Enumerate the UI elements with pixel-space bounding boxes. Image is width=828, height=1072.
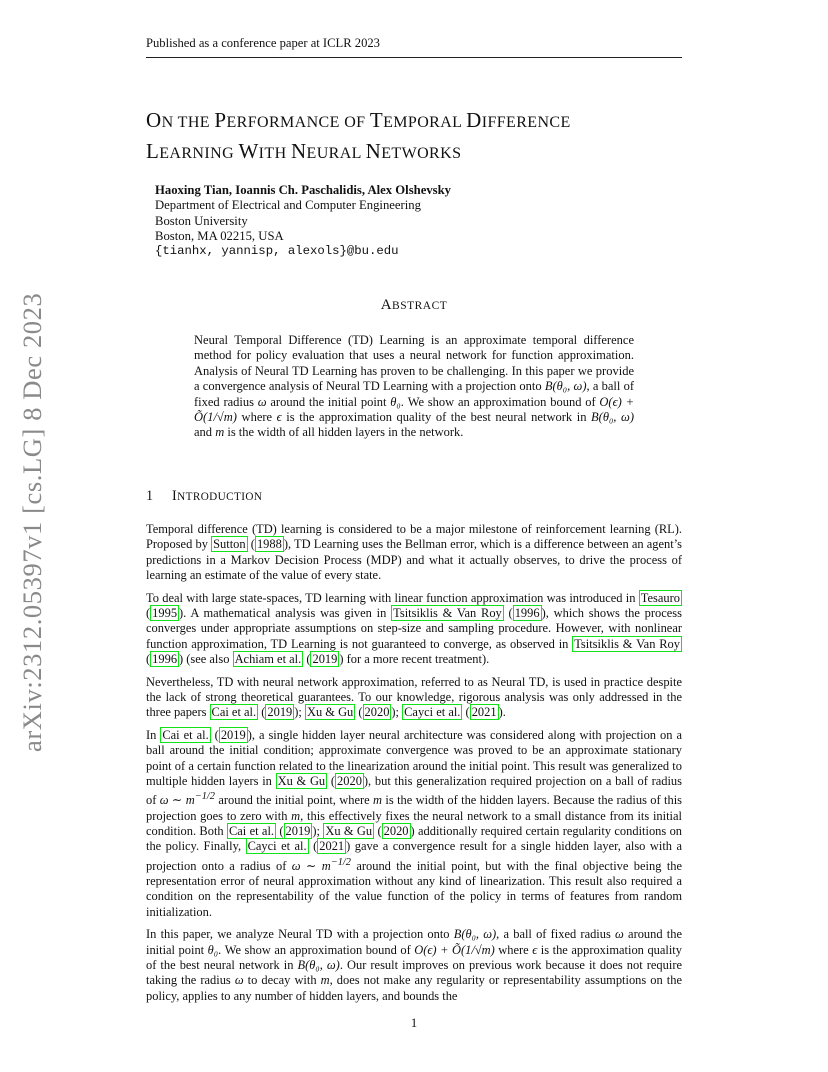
author-department: Department of Electrical and Computer Engineering	[155, 198, 421, 213]
section-heading-introduction: 1 INTRODUCTION	[146, 488, 263, 504]
citation-link[interactable]: 2019	[285, 823, 311, 838]
abstract-heading: ABSTRACT	[380, 297, 448, 313]
arxiv-stamp: arXiv:2312.05397v1 [cs.LG] 8 Dec 2023	[17, 292, 47, 752]
citation-link[interactable]: Xu & Gu	[277, 773, 326, 788]
title-line-2: LEARNING WITH NEURAL NETWORKS	[146, 139, 462, 163]
citation-link[interactable]: 2020	[364, 705, 390, 720]
citation-link[interactable]: 2019	[267, 705, 293, 720]
citation-link[interactable]: 2020	[337, 773, 362, 788]
author-names: Haoxing Tian, Ioannis Ch. Paschalidis, Alex Olshevsky	[155, 183, 452, 197]
author-university: Boston University	[155, 213, 248, 228]
citation-link[interactable]: 2019	[220, 728, 246, 743]
paper-title	[146, 106, 706, 168]
paragraph-4: In Cai et al. ( 2019 ), a single hidden layer neural architecture was considered along with projection on a ball around the initial condition; approximate convergence was proved to be an approximate stationary point of a certain function related to the linearization around the initial point. This result was generalized to multiple hidden layers in Xu & Gu ( 2020 ), but this generalization required projection on a ball of radius of ω ∼ $m^{-1/2}$ around the initial point, where m is the width of the hidden layers. Because the radius of this projection goes to zero with m, this effectively fixes the neural network to a small distance from its initial condition. Both Cai et al. ( 2019 ); Xu & Gu ( 2020 ) additionally required certain regularity conditions on the policy. Finally, Cayci et al. ( 2021 ) gave a convergence result for a single hidden layer, also with a projection onto a radius of ω ∼ $m^{-1/2}$ around the initial point, but with the final objective being the representation error of neural approximation without any kind of linearization. This result also required a condition on the representability of the value function of the policy in terms of features from random initialization.	[146, 728, 683, 919]
running-header: Published as a conference paper at ICLR 2023	[146, 36, 682, 58]
citation-link[interactable]: Xu & Gu	[306, 705, 354, 720]
citation-link[interactable]: Tesauro	[640, 590, 680, 605]
citation-link[interactable]: Xu & Gu	[325, 823, 373, 838]
author-block	[155, 183, 655, 259]
citation-link[interactable]: Sutton	[213, 537, 246, 552]
author-address: Boston, MA 02215, USA	[155, 228, 284, 243]
citation-link[interactable]: Cai et al.	[162, 728, 209, 743]
paragraph-3: Nevertheless, TD with neural network approximation, referred to as Neural TD, is used in practice despite the lack of strong theoretical guarantees. To our knowledge, rigorous analysis was only addressed in the three papers Cai et al. ( 2019 ); Xu & Gu ( 2020 ); Cayci et al. ( 2021 ).	[146, 674, 682, 720]
citation-link[interactable]: Cai et al.	[228, 823, 275, 838]
citation-link[interactable]: 2019	[312, 651, 338, 666]
paragraph-2: To deal with large state-spaces, TD learning with linear function approximation was introduced in Tesauro ( 1995 ). A mathematical analysis was given in Tsitsiklis & Van Roy ( 1996 ), which shows the process converges under appropriate assumptions on step-size and sampling procedure. However, with nonlinear function approximation, TD Learning is not guaranteed to converge, as observed in Tsitsiklis & Van Roy ( 1996 ) (see also Achiam et al. ( 2019 ) for a more recent treatment).	[146, 590, 682, 666]
citation-link[interactable]: 1995	[152, 605, 178, 620]
page-number: 1	[410, 1016, 418, 1030]
citation-link[interactable]: Tsitsiklis & Van Roy	[574, 636, 680, 651]
citation-link[interactable]: Cayci et al.	[404, 705, 461, 720]
paragraph-5: In this paper, we analyze Neural TD with a projection onto B(θ₀, ω), a ball of fixed radius ω around the initial point θ₀. We show an approximation bound of O(ϵ) + Õ(1/√m) where ϵ is the approximation quality of the best neural network in B(θ₀, ω). Our result improves on previous work because it does not require taking the radius ω to decay with m, does not make any regularity or representability assumptions on the policy, applies to any number of hidden layers, and bounds the	[146, 927, 683, 1003]
citation-link[interactable]: Cayci et al.	[247, 839, 307, 854]
citation-link[interactable]: Achiam et al.	[234, 651, 302, 666]
author-emails: {tianhx, yannisp, alexols}@bu.edu	[155, 244, 399, 259]
citation-link[interactable]: 2020	[383, 823, 409, 838]
citation-link[interactable]: 1996	[514, 605, 540, 620]
citation-link[interactable]: Tsitsiklis & Van Roy	[393, 605, 502, 620]
citation-link[interactable]: 2021	[319, 839, 345, 854]
body-text	[146, 522, 682, 1011]
citation-link[interactable]: 1996	[152, 651, 178, 666]
citation-link[interactable]: 2021	[471, 705, 497, 720]
citation-link[interactable]: 1988	[256, 537, 282, 552]
abstract-text: Neural Temporal Difference (TD) Learning is an approximate temporal difference method for policy evaluation that uses a neural network for function approximation. Analysis of Neural TD Learning has proven to be challenging. In this paper we provide a convergence analysis of Neural TD Learning with a projection onto B(θ₀, ω), a ball of fixed radius ω around the initial point θ₀. We show an approximation bound of O(ϵ) + Õ(1/√m) where ϵ is the approximation quality of the best neural network in B(θ₀, ω) and m is the width of all hidden layers in the network.	[194, 333, 634, 440]
paragraph-1: Temporal difference (TD) learning is considered to be a major milestone of reinforcement learning (RL). Proposed by Sutton ( 1988 ), TD Learning uses the Bellman error, which is a difference between an agent’s predictions in a Markov Decision Process (MDP) and what it actually observes, to drive the process of learning an estimate of the value of every state.	[146, 522, 682, 582]
title-line-1: ON THE PERFORMANCE OF TEMPORAL DIFFERENCE	[146, 108, 571, 132]
citation-link[interactable]: Cai et al.	[211, 705, 257, 720]
